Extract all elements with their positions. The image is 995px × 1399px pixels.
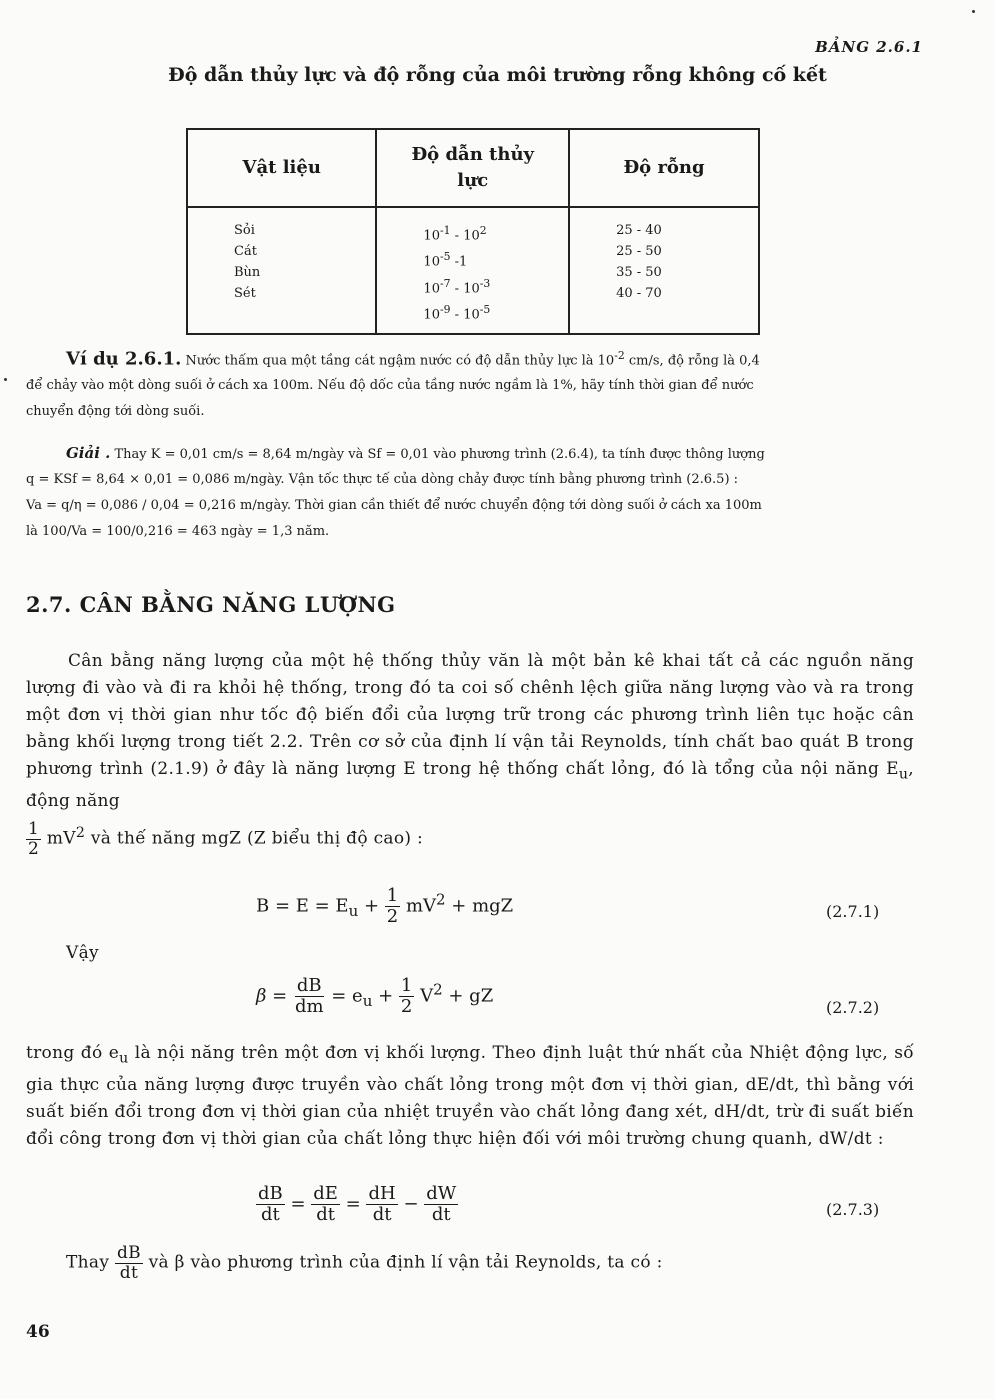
material-cell: Bùn — [234, 265, 261, 280]
material-cell: Cát — [234, 244, 257, 259]
scan-dot — [4, 378, 7, 381]
porosity-column — [569, 207, 759, 334]
solution-line-4: là 100/Va = 100/0,216 = 463 ngày = 1,3 năm. — [26, 524, 330, 539]
equation-2-7-1: $B = E = E_u$ + $\frac{1}{2}$ $mV^2$ + mgZ — [256, 885, 514, 927]
section-heading: 2.7. CÂN BẰNG NĂNG LƯỢNG — [26, 592, 396, 617]
example-title: Ví dụ 2.6.1. — [66, 348, 182, 370]
page-number: 46 — [26, 1322, 50, 1342]
conductivity-cell: $10^{-5}$ -1 — [423, 250, 468, 270]
equation-number: (2.7.1) — [826, 902, 880, 921]
equation-2-7-2: β = $\frac{dB}{dm}$ = $e_u$ + $\frac{1}{2}$ $V^2$ + gZ — [256, 975, 494, 1017]
data-table — [186, 128, 760, 335]
conductivity-column — [376, 207, 569, 334]
solution-label: Giải . — [66, 444, 111, 462]
header-conductivity: Độ dẫn thủy lực — [376, 129, 569, 207]
example-line-1: Ví dụ 2.6.1. Nước thấm qua một tầng cát ngậm nước có độ dẫn thủy lực là $10^{-2}$ cm/s, độ rỗng là 0,4 — [66, 348, 760, 370]
conductivity-cell: $10^{-7} - 10^{-3}$ — [423, 276, 491, 296]
table-reference: BẢNG 2.6.1 — [815, 38, 923, 56]
material-column — [187, 207, 376, 334]
table-row — [187, 207, 759, 334]
material-cell: Sỏi — [234, 223, 255, 238]
porosity-cell: 25 - 40 — [616, 223, 662, 238]
header-porosity: Độ rỗng — [569, 129, 759, 207]
paragraph-energy-balance: Cân bằng năng lượng của một hệ thống thủy văn là một bản kê khai tất cả các nguồn năng lượng đi vào và đi ra khỏi hệ thống, trong đó ta coi số chênh lệch giữa năng lượng vào và ra trong một đơn vị thời gian như tốc độ biến đổi của lượng trữ trong các phương trình liên tục hoặc cân bằng khối lượng trong tiết 2.2. Trên cơ sở của định lí vận tải Reynolds, tính chất bao quát B trong phương trình (2.1.9) ở đây là năng lượng E trong hệ thống chất lỏng, đó là tổng của nội năng $E_u$, động năng — [26, 651, 914, 812]
conductivity-cell: $10^{-9} - 10^{-5}$ — [423, 302, 491, 323]
example-line-2: để chảy vào một dòng suối ở cách xa 100m. Nếu độ dốc của tầng nước ngầm là 1%, hãy tính thời gian để nước — [26, 378, 754, 393]
equation-2-7-3: $\frac{dB}{dt}$ = $\frac{dE}{dt}$ = $\frac{dH}{dt}$ − $\frac{dW}{dt}$ — [258, 1183, 457, 1225]
header-material: Vật liệu — [187, 129, 376, 207]
solution-line-2: q = KSf = 8,64 × 0,01 = 0,086 m/ngày. Vận tốc thực tế của dòng chảy được tính bằng phương trình (2.6.5) : — [26, 472, 739, 487]
porosity-cell: 25 - 50 — [616, 244, 662, 259]
solution-line-3: Va = q/η = 0,086 / 0,04 = 0,216 m/ngày. Thời gian cần thiết để nước chuyển động tới dòng suối ở cách xa 100m — [26, 498, 762, 513]
porosity-cell: 35 - 50 — [616, 265, 662, 280]
conductivity-cell: $10^{-1} - 10^2$ — [423, 224, 487, 244]
fraction-dB-dt: $\frac{dB}{dt}$ — [116, 1243, 141, 1283]
table-header-row — [187, 129, 759, 207]
paragraph-substitution: Thay $\frac{dB}{dt}$ và β vào phương trình của định lí vận tải Reynolds, ta có : — [66, 1243, 663, 1283]
equation-number: (2.7.3) — [826, 1200, 880, 1219]
paragraph-first-law: trong đó $e_u$ là nội năng trên một đơn vị khối lượng. Theo định luật thứ nhất của Nhiệt động lực, số gia thực của năng lượng được truyền vào chất lỏng trong một đơn vị thời gian, dE/dt, thì bằng với suất biến đổi trong đơn vị thời gian của nhiệt truyền vào chất lỏng đang xét, dH/dt, trừ đi suất biến đổi công trong đơn vị thời gian của chất lỏng thực hiện đối với môi trường chung quanh, dW/dt : — [26, 1043, 914, 1150]
text-vay: Vậy — [66, 943, 99, 963]
material-cell: Sét — [234, 286, 256, 301]
scan-dot — [972, 10, 975, 13]
porosity-cell: 40 - 70 — [616, 286, 662, 301]
table-caption: Độ dẫn thủy lực và độ rỗng của môi trường rỗng không cố kết — [168, 64, 827, 86]
fraction-half: $\frac{1}{2}$ — [28, 819, 40, 859]
paragraph-energy-balance-line: $\frac{1}{2}$ $mV^2$ và thế năng mgZ (Z biểu thị độ cao) : — [28, 819, 424, 859]
example-line-3: chuyển động tới dòng suối. — [26, 404, 205, 419]
solution-line-1: Giải . Thay K = 0,01 cm/s = 8,64 m/ngày và Sf = 0,01 vào phương trình (2.6.4), ta tính được thông lượng — [66, 444, 765, 462]
equation-number: (2.7.2) — [826, 998, 880, 1017]
